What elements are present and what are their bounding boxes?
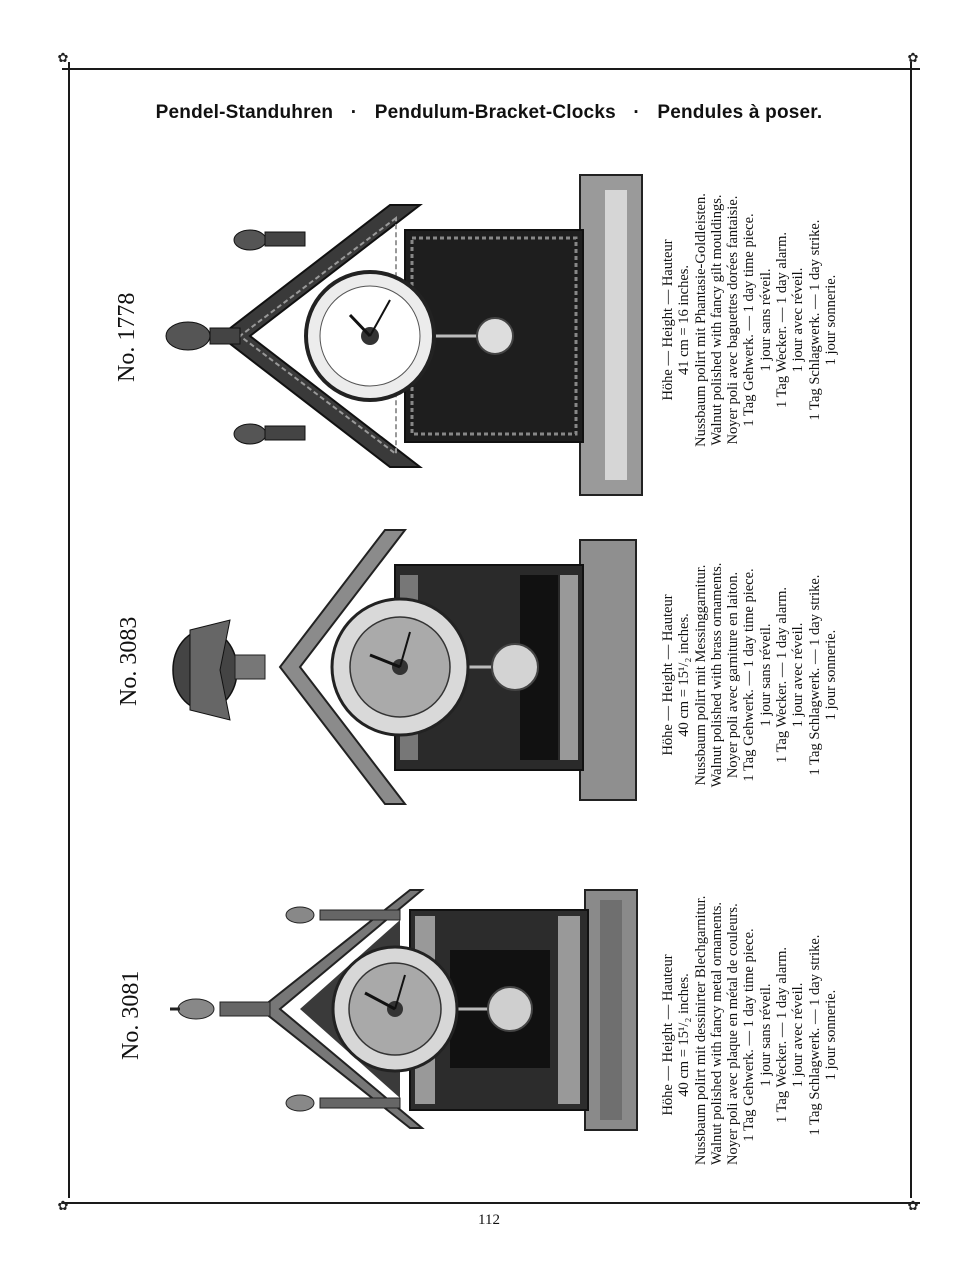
movement-alarm: 1 Tag Wecker. — 1 day alarm. — [774, 946, 791, 1124]
material-fr: Noyer poli avec baguettes dorées fantaisie. — [725, 195, 742, 445]
header-german: Pendel-Standuhren — [155, 102, 334, 123]
corner-ornament-icon: ✿ — [57, 1199, 69, 1214]
page-number: 112 — [478, 1212, 500, 1228]
clock-3081-description — [660, 895, 839, 1165]
height-value: 40 cm = 15¹/₂ inches. — [676, 973, 693, 1097]
clock-number-1778: No. 1778 — [114, 292, 140, 382]
movement-strike-fr: 1 jour sonnerie. — [822, 629, 839, 721]
header-separator: · — [350, 102, 358, 123]
corner-ornament-icon: ✿ — [907, 1199, 919, 1214]
material-en: Walnut polished with fancy metal ornaments. — [708, 902, 725, 1165]
movement-alarm-fr: 1 jour avec réveil. — [790, 622, 807, 728]
material-de: Nussbaum polirt mit dessinirter Blechgarnitur. — [692, 895, 709, 1165]
movement-strike-fr: 1 jour sonnerie. — [822, 989, 839, 1081]
height-value: 40 cm = 15¹/₂ inches. — [676, 613, 693, 737]
page-header — [0, 102, 978, 124]
movement-alarm: 1 Tag Wecker. — 1 day alarm. — [774, 586, 791, 764]
frame-right-rule — [910, 62, 912, 1198]
height-label: Höhe — Height — Hauteur — [660, 239, 676, 401]
movement-strike-fr: 1 jour sonnerie. — [822, 274, 839, 366]
clock-3083-description — [660, 530, 839, 820]
material-en: Walnut polished with brass ornaments. — [708, 562, 725, 788]
movement-alarm: 1 Tag Wecker. — 1 day alarm. — [774, 231, 791, 409]
header-english: Pendulum-Bracket-Clocks — [374, 102, 616, 123]
material-de: Nussbaum polirt mit Phantasie-Goldleisten. — [692, 193, 709, 447]
movement-timepiece: 1 Tag Gehwerk. — 1 day time piece. — [741, 928, 758, 1142]
movement-strike: 1 Tag Schlagwerk. — 1 day strike. — [806, 574, 823, 776]
material-en: Walnut polished with fancy gilt mouldings. — [708, 194, 725, 446]
corner-ornament-icon: ✿ — [907, 51, 919, 66]
clock-3081-illustration — [160, 880, 650, 1140]
movement-strike: 1 Tag Schlagwerk. — 1 day strike. — [806, 934, 823, 1136]
movement-timepiece: 1 Tag Gehwerk. — 1 day time piece. — [741, 568, 758, 782]
movement-timepiece-fr: 1 jour sans réveil. — [757, 983, 774, 1087]
movement-timepiece-fr: 1 jour sans réveil. — [757, 623, 774, 727]
frame-top-rule — [62, 68, 920, 70]
movement-strike: 1 Tag Schlagwerk. — 1 day strike. — [806, 219, 823, 421]
corner-ornament-icon: ✿ — [57, 51, 69, 66]
clock-1778-illustration — [160, 170, 650, 500]
movement-timepiece-fr: 1 jour sans réveil. — [757, 268, 774, 372]
material-fr: Noyer poli avec garniture en laiton. — [725, 571, 742, 779]
frame-left-rule — [68, 62, 70, 1198]
movement-alarm-fr: 1 jour avec réveil. — [790, 267, 807, 373]
clock-number-3081: No. 3081 — [118, 970, 144, 1060]
clock-3083-illustration — [160, 520, 650, 810]
height-value: 41 cm = 16 inches. — [676, 264, 693, 376]
height-label: Höhe — Height — Hauteur — [660, 954, 676, 1116]
header-french: Pendules à poser. — [657, 102, 823, 123]
material-fr: Noyer poli avec plaque en métal de couleurs. — [725, 903, 742, 1165]
frame-bottom-rule — [62, 1202, 920, 1204]
clock-number-3083: No. 3083 — [116, 616, 142, 706]
clock-1778-description — [660, 170, 839, 470]
header-separator: · — [633, 102, 640, 123]
height-label: Höhe — Height — Hauteur — [660, 594, 676, 756]
movement-alarm-fr: 1 jour avec réveil. — [790, 982, 807, 1088]
movement-timepiece: 1 Tag Gehwerk. — 1 day time piece. — [741, 213, 758, 427]
material-de: Nussbaum polirt mit Messinggarnitur. — [692, 564, 709, 786]
